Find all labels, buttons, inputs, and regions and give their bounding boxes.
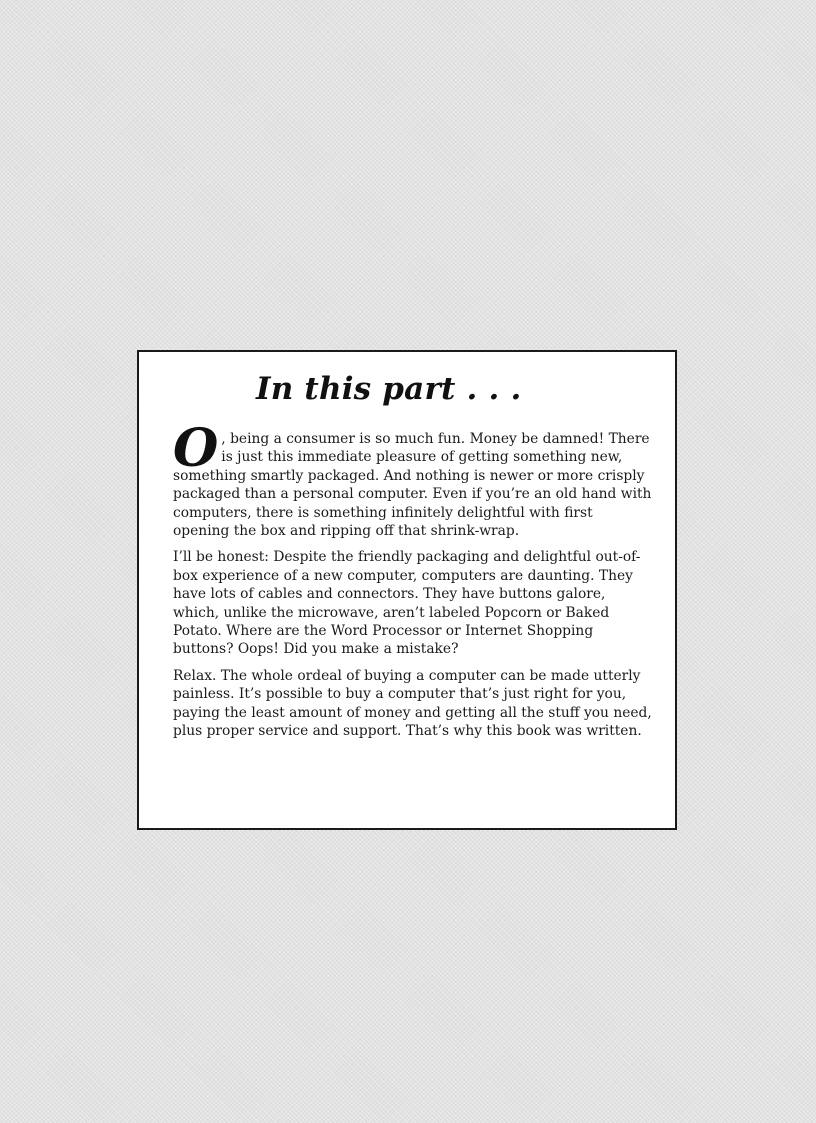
part-heading: In this part . . . [256, 371, 522, 407]
intro-paragraph-2: I’ll be honest: Despite the friendly packaging and delightful out-of-box experience of a new computer, computers are daunting. They have lots of cables and connectors. They have buttons galore, which, unlike the microwave, aren’t labeled Popcorn or Baked Potato. Where are the Word Processor or Internet Shopping buttons? Oops! Did you make a mistake? [173, 549, 641, 658]
paragraph-1-text: , being a consumer is so much fun. Money be damned! There is just this immediate pleasure of getting something new, something smartly packaged. And nothing is newer or more crisply packaged than a personal computer. Even if you’re an old hand with computers, there is something infinitely delightful with first opening the box and ripping off that shrink-wrap. [173, 431, 652, 540]
intro-paragraph-1 [173, 418, 653, 540]
part-intro-box [137, 350, 677, 830]
intro-text [173, 418, 653, 749]
drop-cap-letter: O [173, 418, 219, 479]
intro-paragraph-3: Relax. The whole ordeal of buying a computer can be made utterly painless. It’s possible to buy a computer that’s just right for you, paying the least amount of money and getting all the stuff you need, plus proper service and support. That’s why this book was written. [173, 667, 652, 740]
